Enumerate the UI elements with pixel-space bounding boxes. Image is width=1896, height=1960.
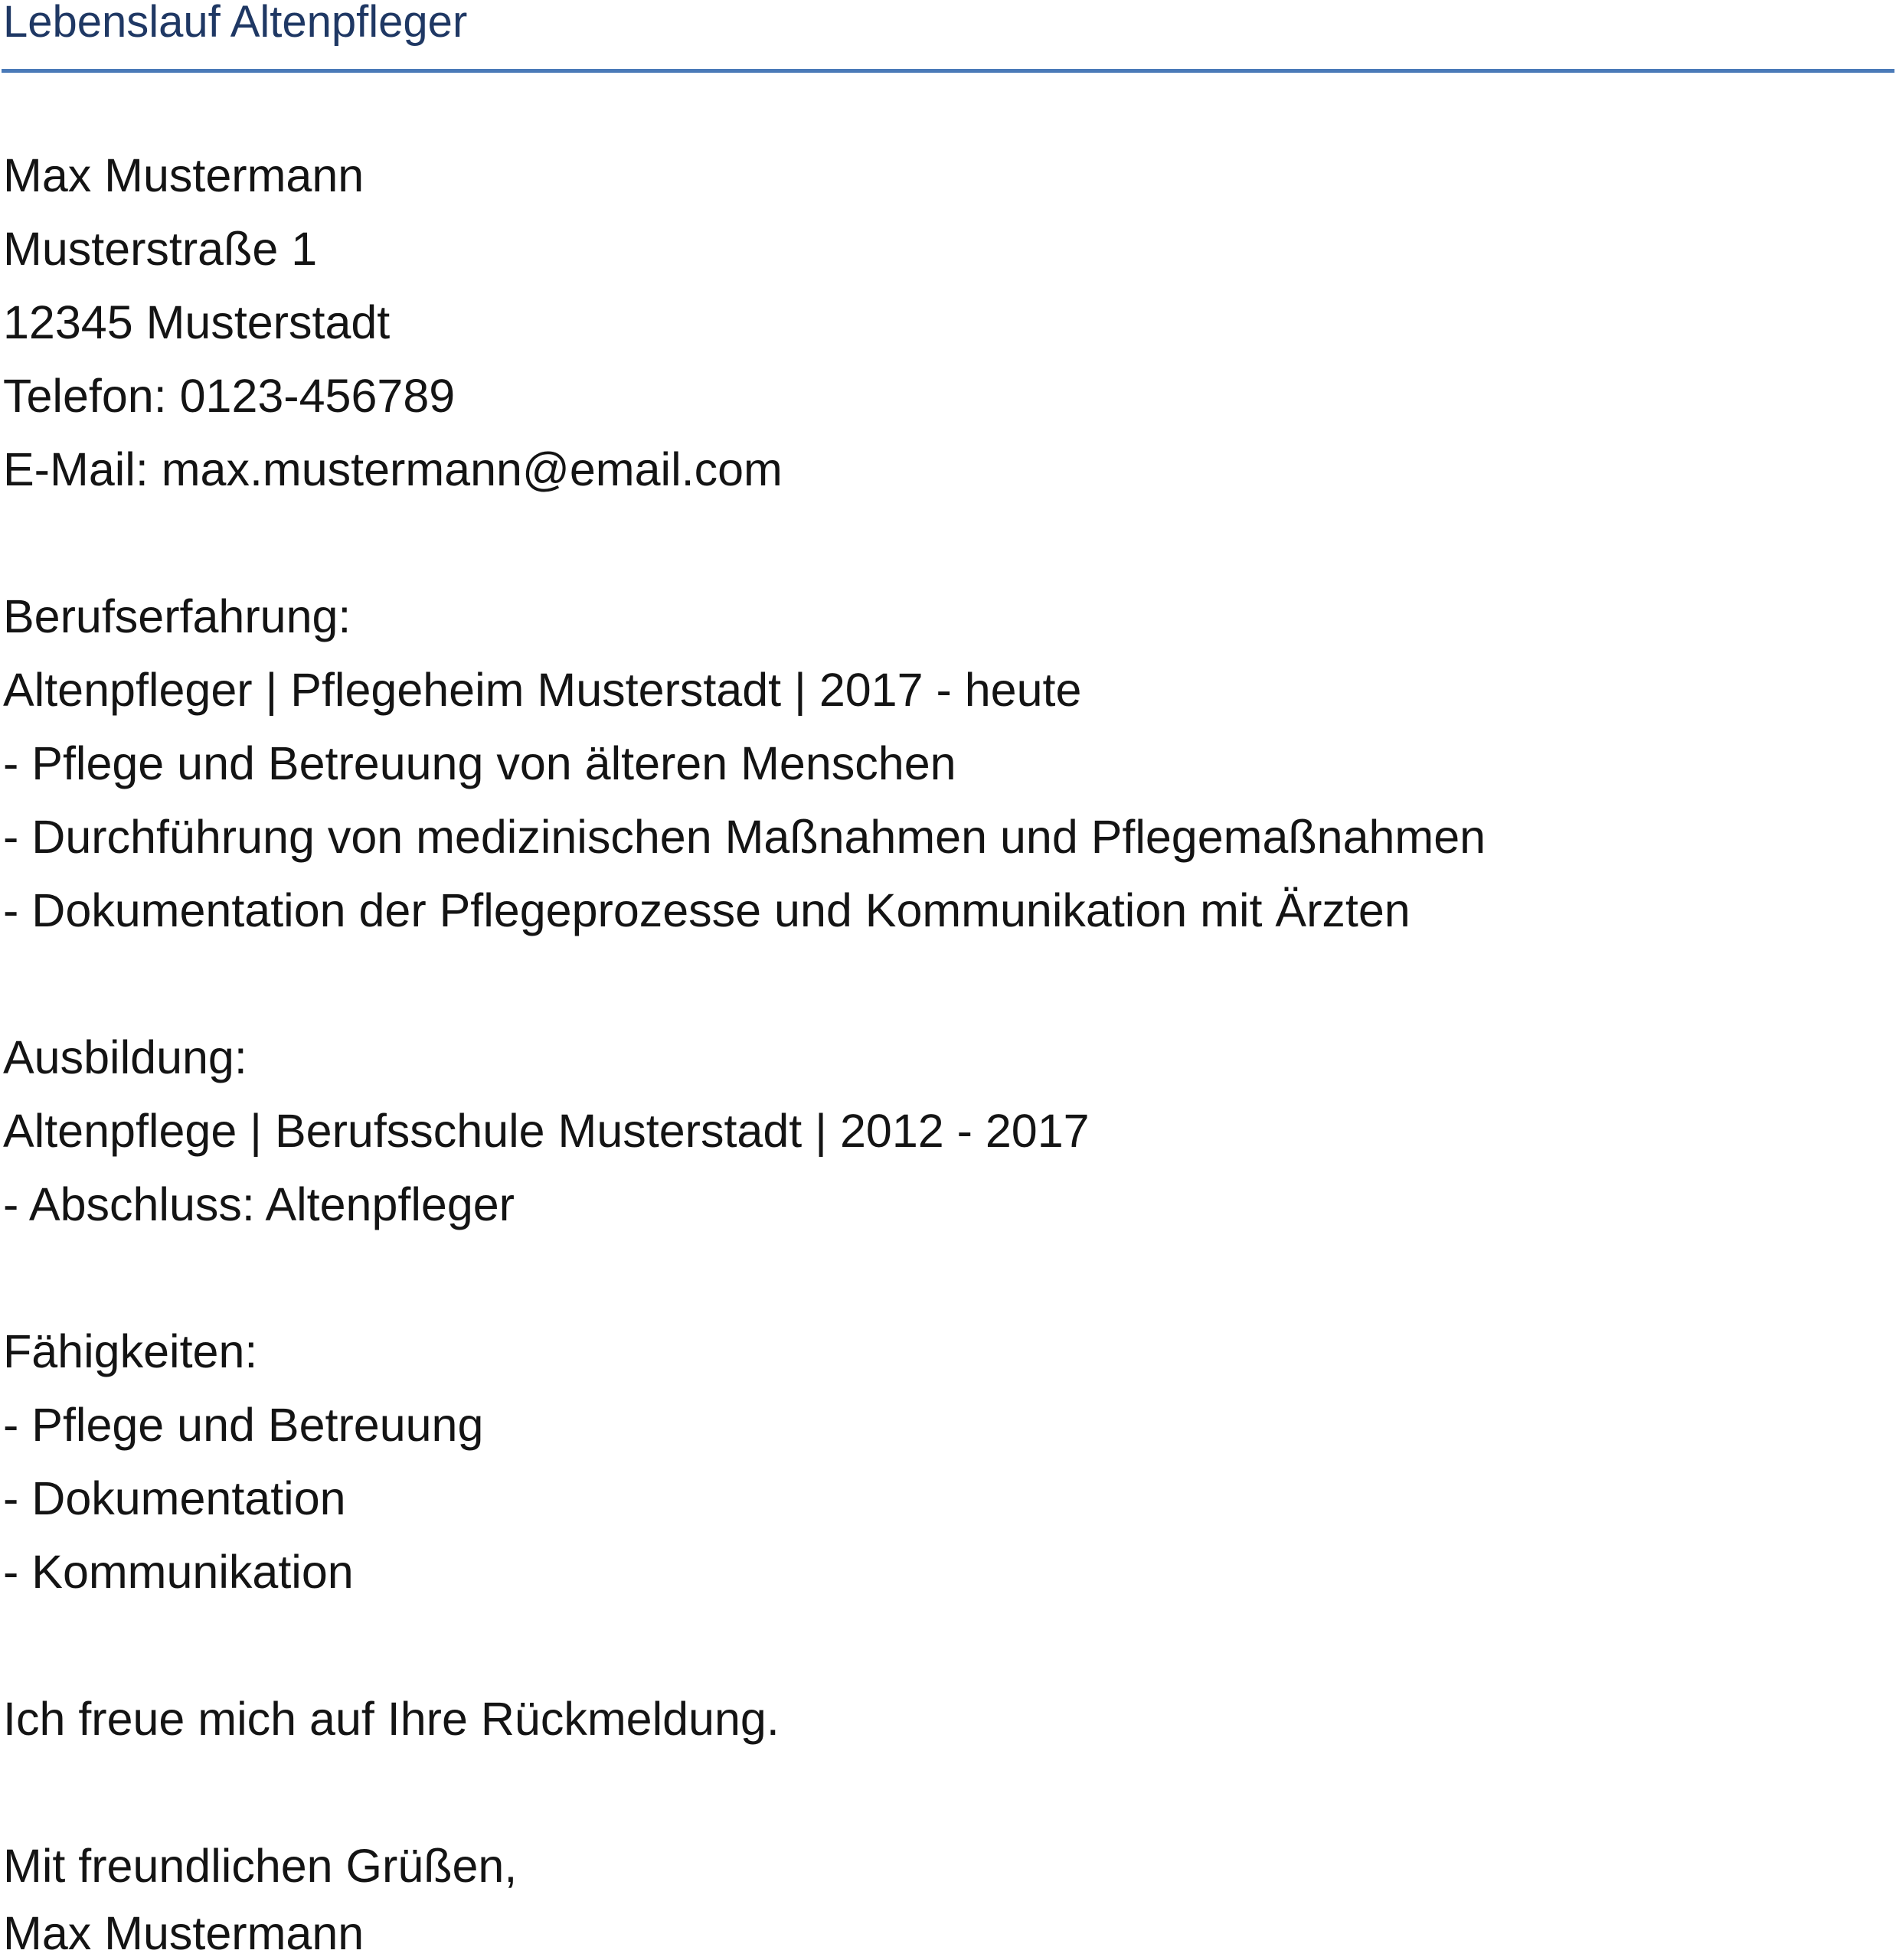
experience-item: - Pflege und Betreuung von älteren Menschen <box>3 737 956 789</box>
contact-city: 12345 Musterstadt <box>3 296 391 348</box>
contact-name: Max Mustermann <box>3 149 364 201</box>
closing-sentence: Ich freue mich auf Ihre Rückmeldung. <box>3 1693 780 1745</box>
experience-heading: Berufserfahrung: <box>3 590 351 642</box>
experience-item: - Durchführung von medizinischen Maßnahmen und Pflegemaßnahmen <box>3 811 1486 863</box>
education-heading: Ausbildung: <box>3 1031 247 1083</box>
education-entry: Altenpflege | Berufsschule Musterstadt | 2012 - 2017 <box>3 1105 1090 1157</box>
contact-street: Musterstraße 1 <box>3 223 318 275</box>
title-underline-rule <box>2 69 1894 73</box>
skills-item: - Kommunikation <box>3 1546 354 1598</box>
experience-position: Altenpfleger | Pflegeheim Musterstadt | 2017 - heute <box>3 664 1082 716</box>
contact-email: E-Mail: max.mustermann@email.com <box>3 443 783 495</box>
document-title: Lebenslauf Altenpfleger <box>3 0 468 47</box>
greeting: Mit freundlichen Grüßen, <box>3 1840 518 1892</box>
skills-item: - Pflege und Betreuung <box>3 1399 484 1451</box>
skills-item: - Dokumentation <box>3 1472 346 1524</box>
contact-phone: Telefon: 0123-456789 <box>3 370 456 422</box>
education-item: - Abschluss: Altenpfleger <box>3 1178 515 1230</box>
skills-heading: Fähigkeiten: <box>3 1325 258 1377</box>
signature-name: Max Mustermann <box>3 1907 364 1959</box>
experience-item: - Dokumentation der Pflegeprozesse und Kommunikation mit Ärzten <box>3 884 1411 936</box>
